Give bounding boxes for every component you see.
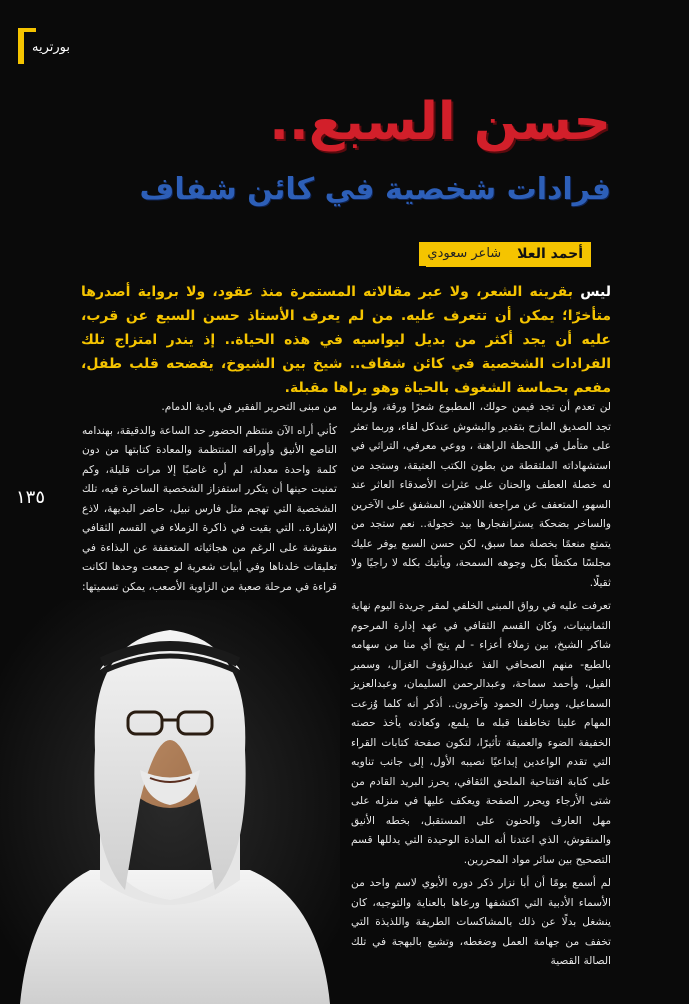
portrait-photo [0, 600, 340, 1004]
body-paragraph: كأني أراه الآن منتظم الحضور حد الساعة والدقيقة، بهندامه الناصع الأنيق وأوراقه المنتظمة والمعادة كتابتها من دون كلمة واحدة معدلة، لم أره غاضبًا إلا مرات قليلة، وكم تمنيت حينها أن يتكرر استفزاز الشخصية الساخرة فيه، تلك الشخصية التي تهجم مثل فارس نبيل، حاضر البديهة، لاذع الإشارة.. التي بقيت في ذاكرة الزملاء في القسم الثقافي منقوشة على الرغم من هجائياته المتعففة عن البذاءة في تعليقات خلدناها وفي أبيات شعرية لو جمعت وحدها لكانت قراءة في مرحلة صعبة من الزاوية الأصعب، يمكن تسميتها: [82, 424, 337, 593]
body-paragraph: تعرفت عليه في رواق المبنى الخلفي لمقر جريدة اليوم نهاية الثمانينيات، وكان القسم الثقافي في عهد إدارة المرحوم شاكر الشيخ، بين زملاء أعزاء - لم ينج أي منا من سهامه بالطبع- منهم الصحافي الفذ عبدالرؤوف الغزال، وسمير الفيل، وأحمد سماحة، وعبدالرحمن السليمان، وعبدالعزيز السماعيل، ومبارك الحمود وآخرون.. أذكر أنه كلما وُزعت المهام علينا تخاطفنا قبله ما يلمع، وكعادته يأخذ حصته الخفيفة الضوء والعميقة تأثيرًا، لتكون صفحة كتابات القراء التي تقدم الواعدين إبداعيًا نصيبه الأول، إلى جانب تناوبه على كتابة افتتاحية الملحق الثقافي، يحرز البريد القادم من شتى الأرجاء ويحرر الصفحة ويعكف عليها في منزله على مهل العارف والحنون على المستقبل، بخطه الأنيق والمنقوش، الذي اعتدنا أنه المادة الوحيدة التي يدللها قسم التصحيح بين سائر مواد المحررين. [351, 600, 611, 866]
section-marker [18, 28, 24, 64]
lead-paragraph [81, 280, 611, 400]
article-subtitle: فرادات شخصية في كائن شفاف [139, 172, 611, 207]
byline-divider [426, 266, 591, 267]
section-marker-line [24, 28, 36, 32]
article-title: حسن السبع.. [269, 92, 611, 152]
page-number: ١٣٥ [16, 487, 46, 508]
byline [419, 242, 591, 266]
section-label: بورتريه [32, 40, 70, 55]
author-name: أحمد العلا [509, 242, 591, 266]
body-paragraph: من مبنى التحرير الفقير في بادية الدمام. [161, 401, 337, 413]
author-role: شاعر سعودي [419, 242, 509, 266]
body-paragraph: لن تعدم أن تجد فيمن حولك، المطبوع شعرًا ورقة، ولربما تجد الصديق المازح بتقدير والبشوش عندكل لقاء، وربما تعثر على متأمل في اللحظة الراهنة ، ووعي معرفي، التراثي في استشهاداته الملتقطة من بطون الكتب العتيقة، وستجد من له خصلة العطف والحنان على عثرات الأصدقاء العاثر عند السهو، المتعفف عن مراجعة اللاهثين، المشفق على الآخرين والساخر بضحكة يسترانفجارها بيد خجولة.. نعم ستجد من يتمتع منعمًا بخصلة مما سبق، لكن حسن السبع يوفر عليك مجلسًا مكتظًا بكل وجوهه السمحة، ويأتيك بكله لا راجيًا ولا ثقيلًا. [351, 401, 611, 589]
body-paragraph: لم أسمع يومًا أن أبا نزار ذكر دوره الأبوي لاسم واحد من الأسماء الأدبية التي اكتشفها ورعاها بالعناية والتوجيه، كان ينشغل بدلًا عن ذلك بالمشاكسات الطريفة واللذيذة التي تخفف من جهامة العمل وضغطه، وتشيع بالبهجة في تلك الصالة القصية [351, 877, 611, 967]
lead-first-word: ليس [580, 284, 612, 300]
body-column-right [351, 398, 611, 976]
lead-text: بقرينه الشعر، ولا عبر مقالاته المستمرة منذ عقود، ولا برواية أصدرها متأخرًا؛ يمكن أن تتعرف عليه. من لم يعرف الأستاذ حسن السبع عن قرب، عليه أن يجد أكثر من بديل ليواسيه في هذه الحياة.. إذ يندر امتزاج تلك الفرادات الشخصية في كائن شفاف.. شيخ بين الشيوخ، يفضحه قلب طفل، مفعم بحماسة الشغوف بالحياة وهو يراها مقبلة. [81, 284, 611, 396]
